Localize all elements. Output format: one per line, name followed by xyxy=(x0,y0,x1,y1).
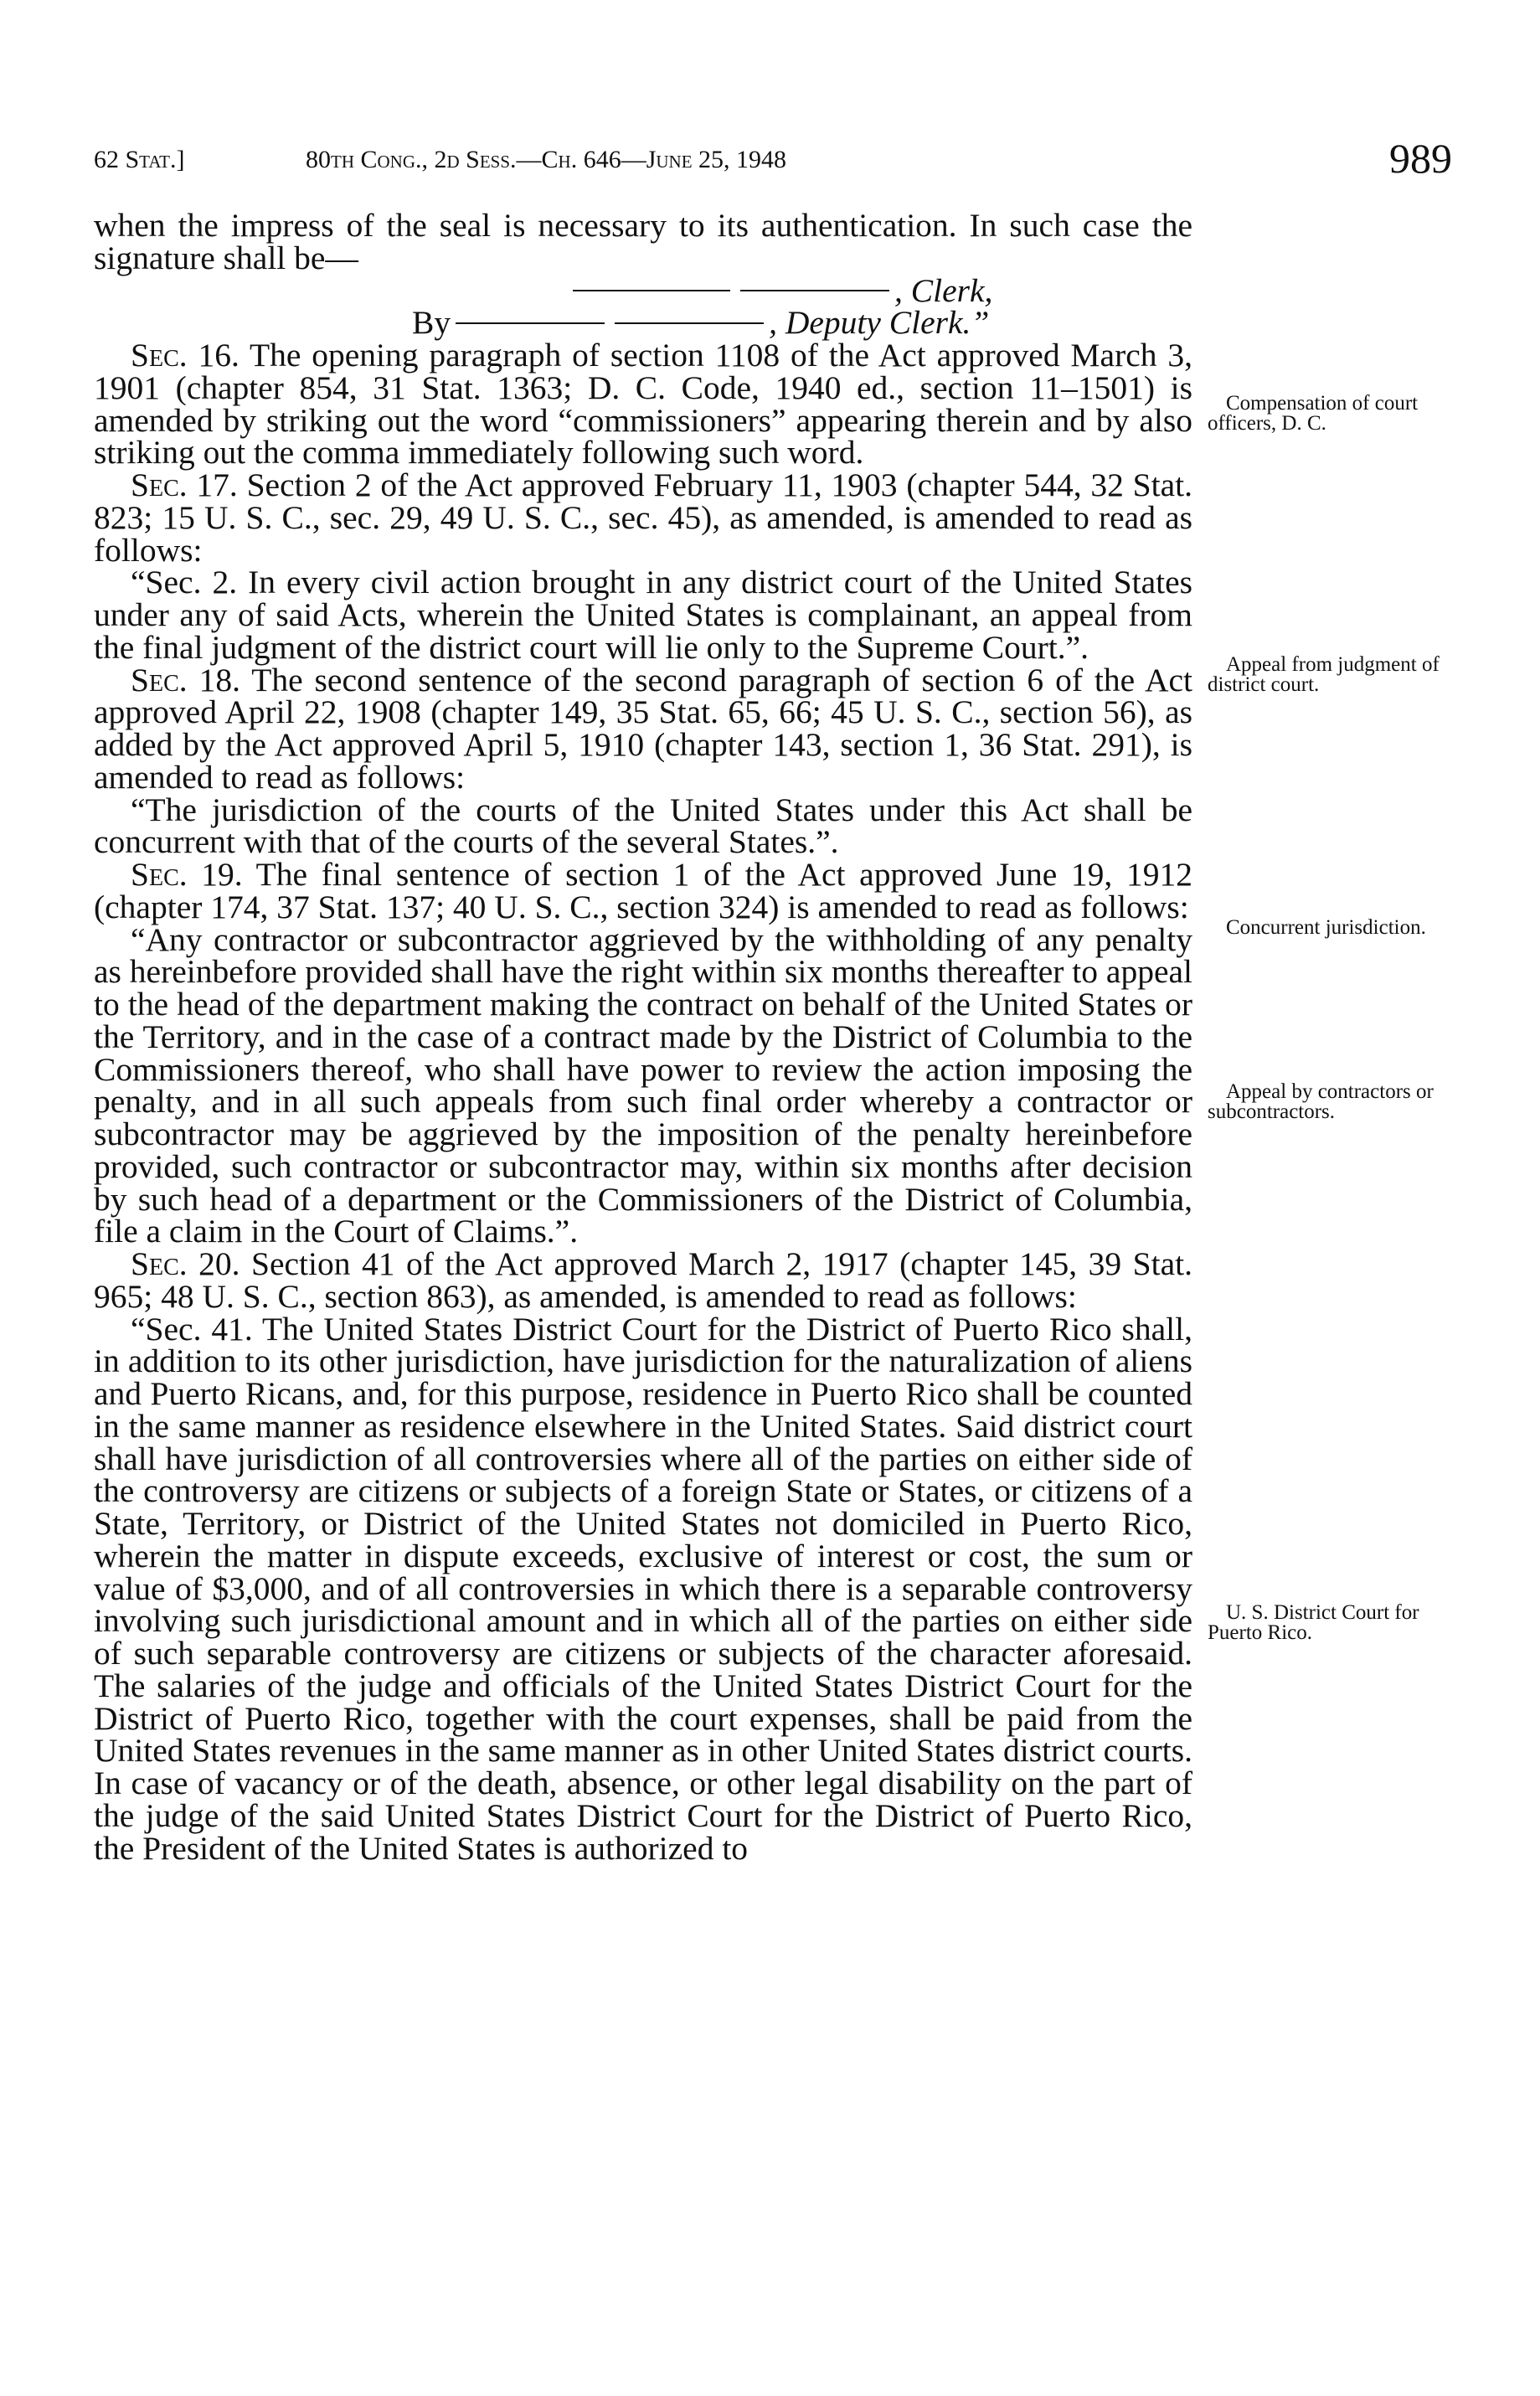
section-label: Sec. 20. xyxy=(131,1245,240,1282)
statute-text xyxy=(94,207,1193,1867)
deputy-clerk-signature-line xyxy=(94,304,1192,342)
section-label: Sec. 18. xyxy=(131,661,240,698)
page-number: 989 xyxy=(1389,135,1452,182)
section-19-quoted-text: “Any contractor or subcontractor aggrieved by the withholding of any penalty as hereinbefore provided shall have the right within six months thereafter to appeal to the head of the department making the contract on behalf of the United States or the Territory, and in the case of a contract made by the District of Columbia to the Commissioners thereof, who shall have power to review the action imposing the penalty, and in all such appeals from such final order whereby a contractor or subcontractor may be aggrieved by the imposition of the penalty hereinbefore provided, such contractor or subcontractor may, within six months after decision by such head of a department or the Commissioners of the District of Columbia, file a claim in the Court of Claims.”. xyxy=(94,920,1192,1250)
margin-note-concurrent-jurisdiction: Concurrent jurisdiction. xyxy=(1226,916,1426,939)
statute-citation: 62 Stat.] xyxy=(94,146,185,173)
clerk-signature-line xyxy=(94,271,1192,309)
margin-note-compensation: Compensation of court officers, D. C. xyxy=(1208,392,1419,435)
margin-note-appeal-contractors: Appeal by contractors or subcontractors. xyxy=(1208,1080,1434,1123)
blank-line xyxy=(573,290,730,291)
blank-line xyxy=(456,322,605,324)
deputy-clerk-title: , Deputy Clerk.” xyxy=(769,304,990,342)
section-text: Section 2 of the Act approved February 11, 1903 (chapter 544, 32 Stat. 823; 15 U. S. C., sec. 29, 49 U. S. C., sec. 45), as amended, is amended to read as follows: xyxy=(94,466,1192,569)
section-18 xyxy=(94,661,1192,796)
section-text: The second sentence of the second paragraph of section 6 of the Act approved April 22, 1908 (chapter 149, 35 Stat. 65, 66; 45 U. S. C., section 56), as added by the Act approved April 5, 1910 (chapter 143, section 1, 36 Stat. 291), is amended to read as follows: xyxy=(94,661,1192,796)
section-label: Sec. 19. xyxy=(131,856,243,893)
section-20-quoted-text: “Sec. 41. The United States District Court for the District of Puerto Rico shall, in addition to its other jurisdiction, have jurisdiction for the naturalization of aliens and Puerto Ricans, and, for this purpose, residence in Puerto Rico shall be counted in the same manner as residence elsewhere in the United States. Said district court shall have jurisdiction of all controversies where all of the parties on either side of the controversy are citizens or subjects of a foreign State or States, or citizens of a State, Territory, or District of the United States not domiciled in Puerto Rico, wherein the matter in dispute exceeds, exclusive of interest or cost, the sum or value of $3,000, and of all controversies in which there is a separable controversy involving such jurisdictional amount and in which all of the parties on either side of such separable controversy are citizens or subjects of the character aforesaid. The salaries of the judge and officials of the United States District Court for the District of Puerto Rico, together with the court expenses, shall be paid from the United States revenues in the same manner as in other United States district courts. In case of vacancy or of the death, absence, or other legal disability on the part of the judge of the said United States District Court for the District of Puerto Rico, the President of the United States is authorized to xyxy=(94,1310,1192,1867)
running-header xyxy=(94,135,1452,191)
section-19 xyxy=(94,858,1192,924)
section-text: Section 41 of the Act approved March 2, 1917 (chapter 145, 39 Stat. 965; 48 U. S. C., section 863), as amended, is amended to read as follows: xyxy=(94,1245,1192,1315)
section-label: Sec. 17. xyxy=(131,466,238,503)
section-text: The opening paragraph of section 1108 of the Act approved March 3, 1901 (chapter 854, 31 Stat. 1363; D. C. Code, 1940 ed., section 11–1501) is amended by striking out the word “commissioners” appearing therein and by also striking out the comma immediately following such word. xyxy=(94,337,1193,471)
margin-note-puerto-rico-court: U. S. District Court for Puerto Rico. xyxy=(1208,1601,1419,1644)
section-20 xyxy=(94,1245,1192,1315)
session-chapter-date: 80th Cong., 2d Sess.—Ch. 646—June 25, 1948 xyxy=(306,146,787,173)
section-16 xyxy=(94,339,1192,469)
blank-line xyxy=(740,290,889,291)
section-label: Sec. 16. xyxy=(131,337,239,374)
margin-note-appeal-judgment: Appeal from judgment of district court. xyxy=(1208,653,1440,696)
section-text: The final sentence of section 1 of the Act approved June 19, 1912 (chapter 174, 37 Stat. 137; 40 U. S. C., section 324) is amended to read as follows: xyxy=(94,856,1192,925)
seal-paragraph: when the impress of the seal is necessary to its authentication. In such case the signature shall be— xyxy=(94,207,1192,276)
blank-line xyxy=(615,322,764,324)
section-17-quoted-text: “Sec. 2. In every civil action brought in any district court of the United States under any of said Acts, wherein the United States is complainant, an appeal from the final judgment of the district court will lie only to the Supreme Court.”. xyxy=(94,564,1192,666)
section-17 xyxy=(94,466,1192,569)
by-label: By xyxy=(412,304,451,342)
clerk-title: , Clerk, xyxy=(894,271,993,309)
section-18-quoted-text: “The jurisdiction of the courts of the United States under this Act shall be concurrent with that of the courts of the several States.”. xyxy=(94,791,1192,861)
